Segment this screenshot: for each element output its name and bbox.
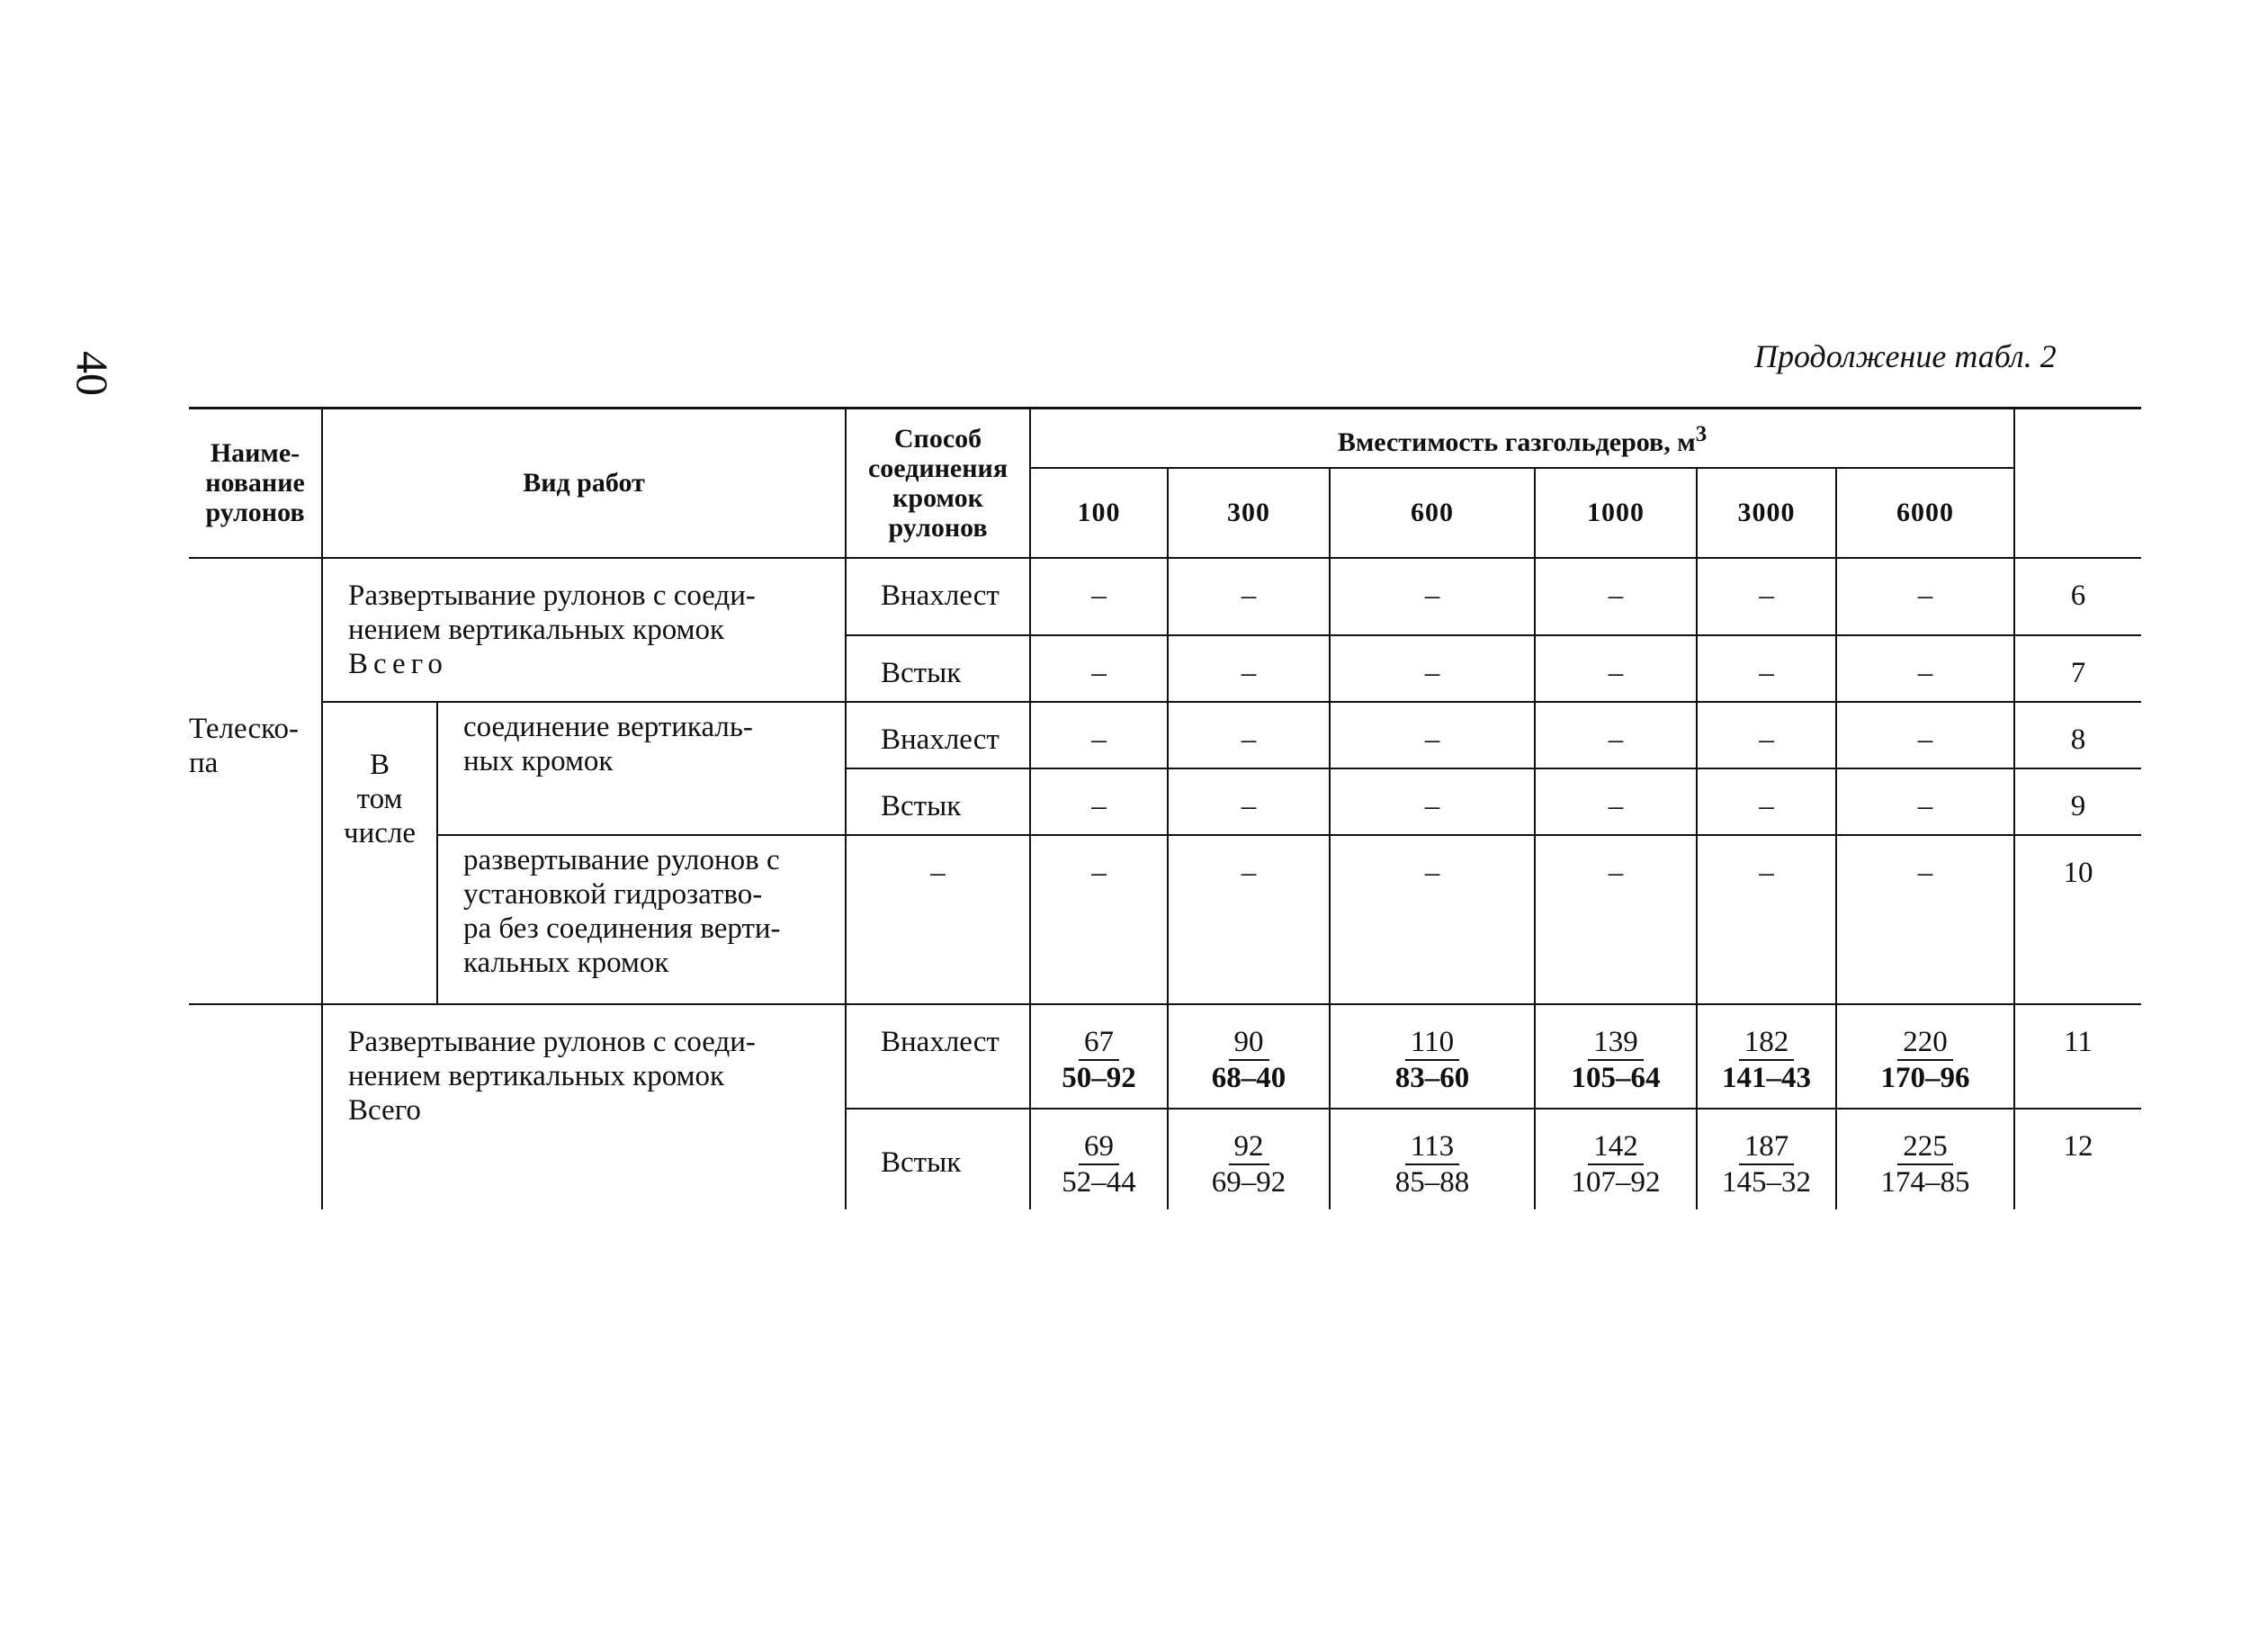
header-join-method: Способ соединения кромок рулонов: [846, 409, 1030, 558]
table-row: [189, 835, 2141, 1004]
row-number: 11: [2014, 1004, 2141, 1109]
value-cell: –: [1168, 835, 1330, 1004]
roll-name-empty: [189, 1004, 322, 1209]
header-capacity: Вместимость газгольдеров, $м^3$: [1030, 409, 2014, 468]
value-cell: –: [1168, 635, 1330, 702]
table-caption: Продолжение табл. 2: [1754, 338, 2057, 374]
value-cell: 142 107–92: [1535, 1109, 1697, 1209]
row-number: 12: [2014, 1109, 2141, 1209]
value-cell: –: [1836, 635, 2014, 702]
value-cell: –: [1030, 558, 1168, 635]
capacity-6000: 6000: [1836, 468, 2014, 558]
value-cell: 113 85–88: [1330, 1109, 1535, 1209]
value-cell: 92 69–92: [1168, 1109, 1330, 1209]
value-cell: –: [1697, 635, 1836, 702]
value-cell: 90 68–40: [1168, 1004, 1330, 1109]
value-cell: –: [1697, 835, 1836, 1004]
value-cell: –: [1330, 835, 1535, 1004]
value-cell: –: [1535, 635, 1697, 702]
value-cell: –: [1330, 635, 1535, 702]
value-cell: –: [1535, 768, 1697, 835]
header-number-col: [2014, 409, 2141, 558]
capacity-3000: 3000: [1697, 468, 1836, 558]
capacity-600: 600: [1330, 468, 1535, 558]
in-that-number-cell: В том числе: [322, 702, 437, 1004]
value-cell: –: [1535, 702, 1697, 768]
value-cell: –: [1697, 558, 1836, 635]
capacity-100: 100: [1030, 468, 1168, 558]
work-unroll-total-2: Развертывание рулонов с соеди- нением вертикальных кромок Всего: [322, 1004, 846, 1209]
capacity-1000: 1000: [1535, 468, 1697, 558]
value-cell: 220 170–96: [1836, 1004, 2014, 1109]
value-cell: –: [1168, 558, 1330, 635]
value-cell: –: [1030, 768, 1168, 835]
value-cell: –: [1330, 768, 1535, 835]
work-vertical-edge-join: соединение вертикаль- ных кромок: [437, 702, 846, 835]
header-work-type: Вид работ: [322, 409, 846, 558]
table-row: [189, 702, 2141, 768]
method-cell: Внахлест: [846, 1004, 1030, 1109]
header-roll-name: Наиме- нование рулонов: [189, 409, 322, 558]
value-cell: –: [1697, 702, 1836, 768]
value-cell: –: [1168, 702, 1330, 768]
table-row: [189, 558, 2141, 635]
value-cell: –: [1168, 768, 1330, 835]
value-cell: –: [1697, 768, 1836, 835]
value-cell: –: [1030, 835, 1168, 1004]
row-number: 9: [2014, 768, 2141, 835]
value-cell: 67 50–92: [1030, 1004, 1168, 1109]
method-cell: Встык: [846, 1109, 1030, 1209]
method-cell: Внахлест: [846, 702, 1030, 768]
value-cell: –: [1535, 558, 1697, 635]
value-cell: –: [1330, 702, 1535, 768]
value-cell: 182 141–43: [1697, 1004, 1836, 1109]
row-number: 10: [2014, 835, 2141, 1004]
table-row: [189, 1004, 2141, 1109]
value-cell: –: [1836, 835, 2014, 1004]
value-cell: –: [1836, 558, 2014, 635]
work-unroll-hydroseal: развертывание рулонов с установкой гидрозатво- ра без соединения верти- кальных кромок: [437, 835, 846, 1004]
value-cell: –: [1030, 635, 1168, 702]
value-cell: 69 52–44: [1030, 1109, 1168, 1209]
header-row: [189, 409, 2141, 468]
value-cell: –: [1836, 768, 2014, 835]
roll-name-telescope: Телеско- па: [189, 558, 322, 1004]
value-cell: 187 145–32: [1697, 1109, 1836, 1209]
value-cell: 225 174–85: [1836, 1109, 2014, 1209]
value-cell: –: [1030, 702, 1168, 768]
value-cell: 110 83–60: [1330, 1004, 1535, 1109]
capacity-table: [189, 407, 2141, 1209]
page-number: 40: [67, 351, 118, 396]
value-cell: –: [1330, 558, 1535, 635]
method-cell: –: [846, 835, 1030, 1004]
value-cell: –: [1535, 835, 1697, 1004]
method-cell: Встык: [846, 768, 1030, 835]
row-number: 6: [2014, 558, 2141, 635]
row-number: 7: [2014, 635, 2141, 702]
method-cell: Внахлест: [846, 558, 1030, 635]
value-cell: 139 105–64: [1535, 1004, 1697, 1109]
capacity-300: 300: [1168, 468, 1330, 558]
value-cell: –: [1836, 702, 2014, 768]
work-unroll-total: Развертывание рулонов с соеди- нением вертикальных кромок Всего: [322, 558, 846, 702]
method-cell: Встык: [846, 635, 1030, 702]
row-number: 8: [2014, 702, 2141, 768]
